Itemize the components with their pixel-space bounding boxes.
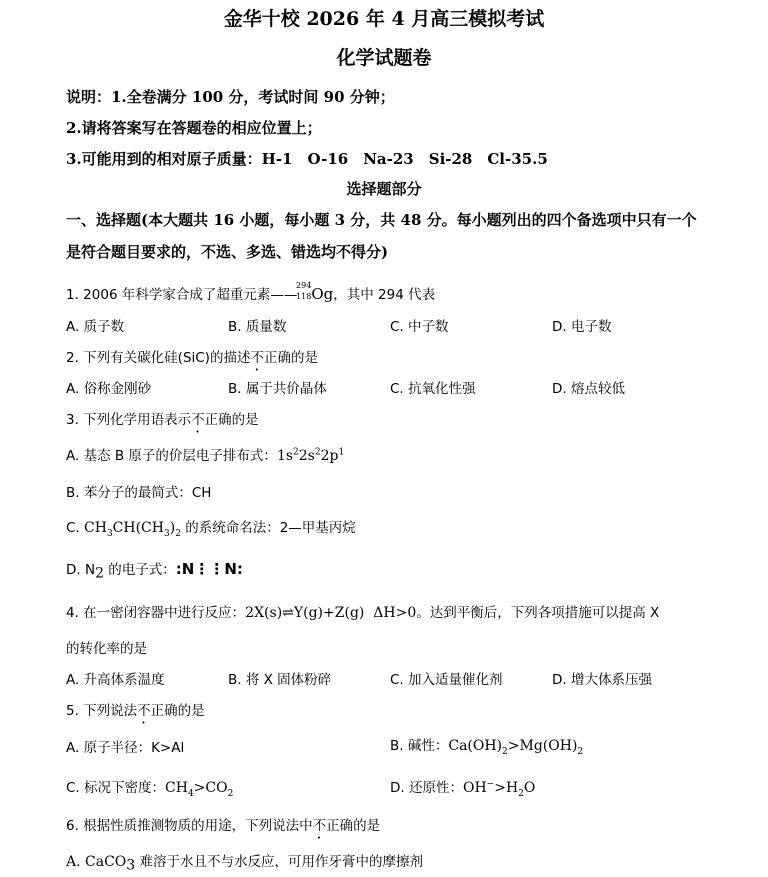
reducibility-comparison: $OH^->H_2O$ [462, 779, 536, 799]
q4-option-d: D. 增大体系压强 [552, 672, 652, 688]
question-4-tail: 。达到平衡后，下列各项措施可以提高 X [416, 605, 660, 621]
question-6 [66, 814, 380, 842]
og-isotope [296, 281, 312, 303]
q2-option-d: D. 熔点较低 [552, 381, 625, 397]
emphasis-not: 不 [137, 703, 151, 719]
q3-option-d-text: D. N [66, 562, 96, 578]
isotope-atomic-number: 118 [296, 292, 312, 301]
question-5-stem: 5. 下列说法 [66, 703, 138, 719]
question-1-tail: ，其中 294 代表 [333, 287, 436, 303]
q3-option-a [66, 444, 344, 464]
q5-option-c [66, 776, 234, 799]
q6-option-a-text: 难溶于水且不与水反应，可用作牙膏中的摩擦剂 [135, 854, 423, 870]
question-6-tail: 正确的是 [326, 818, 381, 834]
electron-configuration: $1s^22s^22p^1$ [276, 447, 345, 464]
note-2: 2.请将答案写在答题卷的相应位置上； [66, 119, 322, 137]
question-6-stem: 6. 根据性质推测物质的用途，下列说法中 [66, 818, 313, 834]
q6-option-a: A. CaCO$_3$ 难溶于水且不与水反应，可用作牙膏中的摩擦剂 [66, 854, 423, 874]
q4-option-c: C. 加入适量催化剂 [390, 672, 503, 688]
section-heading: 选择题部分 [346, 180, 422, 198]
q1-option-a: A. 质子数 [66, 319, 125, 335]
q5-option-d-text: D. 还原性： [390, 780, 463, 796]
q3-option-c [66, 516, 356, 539]
section-intro-line1: 一、选择题(本大题共 16 小题，每小题 3 分，共 48 分。每小题列出的四个备选项中只有一个 [66, 211, 697, 229]
q5-option-d [390, 776, 536, 799]
question-3-tail: 正确的是 [204, 412, 259, 428]
n2-electron-dot-formula: :N⋮⋮N: [175, 560, 243, 578]
question-4 [66, 601, 659, 621]
q2-option-a: A. 俗称金刚砂 [66, 381, 152, 397]
exam-subtitle: 化学试题卷 [336, 47, 432, 69]
section-intro-line2: 是符合题目要求的，不选、多选、错选均不得分) [66, 243, 389, 261]
q5-option-a: A. 原子半径：K>Al [66, 740, 185, 756]
question-5 [66, 699, 205, 727]
q3-option-d-tail: 的电子式： [104, 562, 176, 578]
question-3 [66, 408, 259, 436]
question-2 [66, 346, 318, 374]
isotope-symbol: Og [311, 285, 334, 303]
emphasis-not: 不 [191, 412, 205, 428]
q5-option-c-text: C. 标况下密度： [66, 780, 166, 796]
q1-option-c: C. 中子数 [390, 319, 449, 335]
isotope-mass-number: 294 [296, 281, 312, 290]
question-1-stem: 1. 2006 年科学家合成了超重元素—— [66, 287, 298, 303]
q6-option-a-formula: A. CaCO [66, 854, 127, 870]
reversible-arrow-icon: ⇌ [282, 605, 294, 621]
q3-option-c-label: C. [66, 520, 85, 536]
q4-option-a: A. 升高体系温度 [66, 672, 165, 688]
question-1 [66, 283, 435, 303]
q4-option-b: B. 将 X 固体粉碎 [228, 672, 332, 688]
q3-option-a-text: A. 基态 B 原子的价层电子排布式： [66, 448, 277, 464]
emphasis-not: 不 [312, 818, 327, 834]
question-3-stem: 3. 下列化学用语表示 [66, 412, 192, 428]
question-2-tail: 正确的是 [263, 350, 318, 366]
note-3: 3.可能用到的相对原子质量：H-1 O-16 Na-23 Si-28 Cl-35.5 [66, 150, 548, 168]
q2-option-b: B. 属于共价晶体 [228, 381, 327, 397]
isobutane-formula: $CH_3CH(CH_3)_2$ [84, 520, 181, 539]
q5-option-b-text: B. 碱性： [390, 738, 449, 754]
emphasis-not: 不 [250, 350, 264, 366]
hydroxide-comparison: $Ca(OH)_2>Mg(OH)_2$ [448, 738, 584, 757]
question-5-tail: 正确的是 [150, 703, 205, 719]
q1-option-b: B. 质量数 [228, 319, 287, 335]
density-comparison: $CH_4>CO_2$ [165, 780, 234, 799]
question-4-stem: 4. 在一密闭容器中进行反应： [66, 605, 246, 621]
q1-option-d: D. 电子数 [552, 319, 612, 335]
note-1: 说明：1.全卷满分 100 分，考试时间 90 分钟； [66, 88, 395, 106]
q3-option-d: D. $N_2$ 的电子式：:N⋮⋮N: [66, 560, 243, 582]
q3-option-b: B. 苯分子的最简式：CH [66, 485, 212, 501]
q2-option-c: C. 抗氧化性强 [390, 381, 476, 397]
q3-option-c-text: 的系统命名法：2—甲基丙烷 [180, 520, 356, 536]
question-4-line2: 的转化率的是 [66, 641, 147, 657]
equilibrium-equation: 2X(s)⇌Y(g)+Z(g) ΔH>0 [245, 605, 417, 621]
q5-option-b [390, 734, 584, 757]
question-2-stem: 2. 下列有关碳化硅(SiC)的描述 [66, 350, 251, 366]
exam-title: 金华十校 2026 年 4 月高三模拟考试 [223, 8, 545, 30]
